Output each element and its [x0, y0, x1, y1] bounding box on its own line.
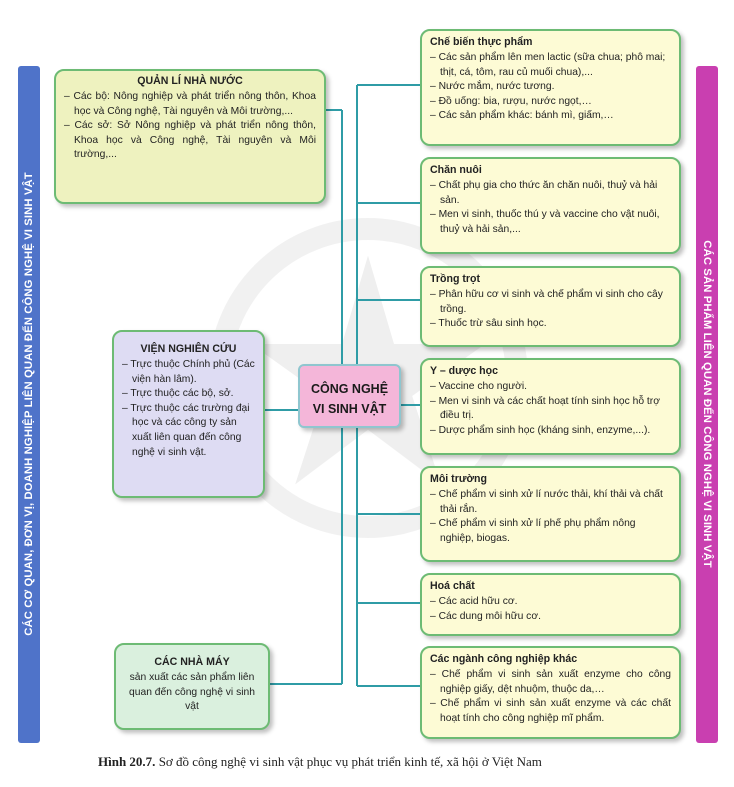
medicine-title: Y – dược học [430, 365, 498, 377]
livestock-box [420, 157, 681, 254]
environment-box [420, 466, 681, 562]
research-institute-title: VIỆN NGHIÊN CỨU [140, 343, 237, 355]
medicine-item: – Vaccine cho người. [430, 381, 528, 393]
chemicals-box [420, 573, 681, 636]
research-institute-item: – Trực thuộc Chính phủ (Các viện hàn lâm). [122, 359, 255, 385]
chemicals-title: Hoá chất [430, 580, 475, 592]
crop-farming-box [420, 266, 681, 347]
livestock-title: Chăn nuôi [430, 164, 482, 176]
state-management-box [54, 69, 326, 204]
center-node [298, 364, 401, 428]
factories-box [114, 643, 270, 730]
crop-farming-title: Trồng trọt [430, 273, 481, 285]
left-band-label: CÁC CƠ QUAN, ĐƠN VỊ, DOANH NGHIỆP LIÊN QUAN ĐẾN CÔNG NGHỆ VI SINH VẬT [23, 172, 35, 636]
factories-title: CÁC NHÀ MÁY [154, 656, 230, 668]
food-processing-title: Chế biến thực phẩm [430, 36, 533, 48]
environment-item: – Chế phẩm vi sinh xử lí nước thải, khí thải và chất thải rắn. [430, 489, 663, 515]
crop-farming-item: – Phân hữu cơ vi sinh và chế phẩm vi sinh cho cây trồng. [430, 289, 663, 315]
state-management-item: – Các bộ: Nông nghiệp và phát triển nông thôn, Khoa học và Công nghệ, Tài nguyên và Môi trường,... [64, 91, 316, 117]
figure-caption [98, 754, 658, 770]
factories-text: sản xuất các sản phẩm liên quan đến công nghệ vi sinh vật [129, 672, 255, 713]
state-management-item: – Các sở: Sở Nông nghiệp và phát triển nông thôn, Khoa học và Công nghệ, Tài nguyên và Môi trường,... [64, 120, 316, 161]
research-institute-box [112, 330, 265, 498]
right-band-label: CÁC SẢN PHẨM LIÊN QUAN ĐẾN CÔNG NGHỆ VI SINH VẬT [701, 240, 713, 568]
environment-item: – Chế phẩm vi sinh xử lí phế phụ phẩm nông nghiệp, biogas. [430, 518, 636, 544]
research-institute-item: – Trực thuộc các trường đại học và các công ty sản xuất liên quan đến công nghệ vi sinh vật. [122, 402, 250, 458]
environment-title: Môi trường [430, 473, 487, 485]
center-title-line1: CÔNG NGHỆ [310, 382, 389, 396]
food-processing-item: – Các sản phẩm lên men lactic (sữa chua; phô mai; thịt, cá, tôm, rau củ muối chua),... [430, 52, 666, 78]
center-title-line2: VI SINH VẬT [312, 402, 387, 416]
figure-caption-label: Hình 20.7. [98, 754, 156, 769]
medicine-item: – Dược phẩm sinh học (kháng sinh, enzyme,...). [430, 424, 651, 436]
other-industries-box [420, 646, 681, 739]
food-processing-item: – Đồ uống: bia, rượu, nước ngọt,… [430, 95, 592, 107]
chemicals-item: – Các acid hữu cơ. [430, 596, 518, 608]
crop-farming-item: – Thuốc trừ sâu sinh học. [430, 318, 547, 330]
food-processing-box [420, 29, 681, 146]
food-processing-item: – Các sản phẩm khác: bánh mì, giấm,… [430, 110, 614, 122]
livestock-item: – Chất phụ gia cho thức ăn chăn nuôi, thuỷ và hải sản. [430, 180, 658, 206]
other-industries-title: Các ngành công nghiệp khác [430, 653, 578, 665]
state-management-title: QUẢN LÍ NHÀ NƯỚC [137, 75, 243, 87]
figure-caption-text: Sơ đồ công nghệ vi sinh vật phục vụ phát triển kinh tế, xã hội ở Việt Nam [155, 754, 542, 769]
chemicals-item: – Các dung môi hữu cơ. [430, 610, 541, 622]
research-institute-item: – Trực thuộc các bộ, sở. [122, 388, 234, 400]
other-industries-item: – Chế phẩm vi sinh sản xuất enzyme và các chất hoạt tính cho công nghiệp mĩ phẩm. [430, 698, 671, 724]
food-processing-item: – Nước mắm, nước tương. [430, 81, 555, 93]
medicine-item: – Men vi sinh và các chất hoạt tính sinh học hỗ trợ điều trị. [430, 395, 660, 422]
medicine-box [420, 358, 681, 455]
livestock-item: – Men vi sinh, thuốc thú y và vaccine cho vật nuôi, thuỷ và hải sản,... [430, 209, 660, 235]
other-industries-item: – Chế phẩm vi sinh sản xuất enzyme cho công nghiệp giấy, dệt nhuộm, thuộc da,… [430, 669, 671, 695]
